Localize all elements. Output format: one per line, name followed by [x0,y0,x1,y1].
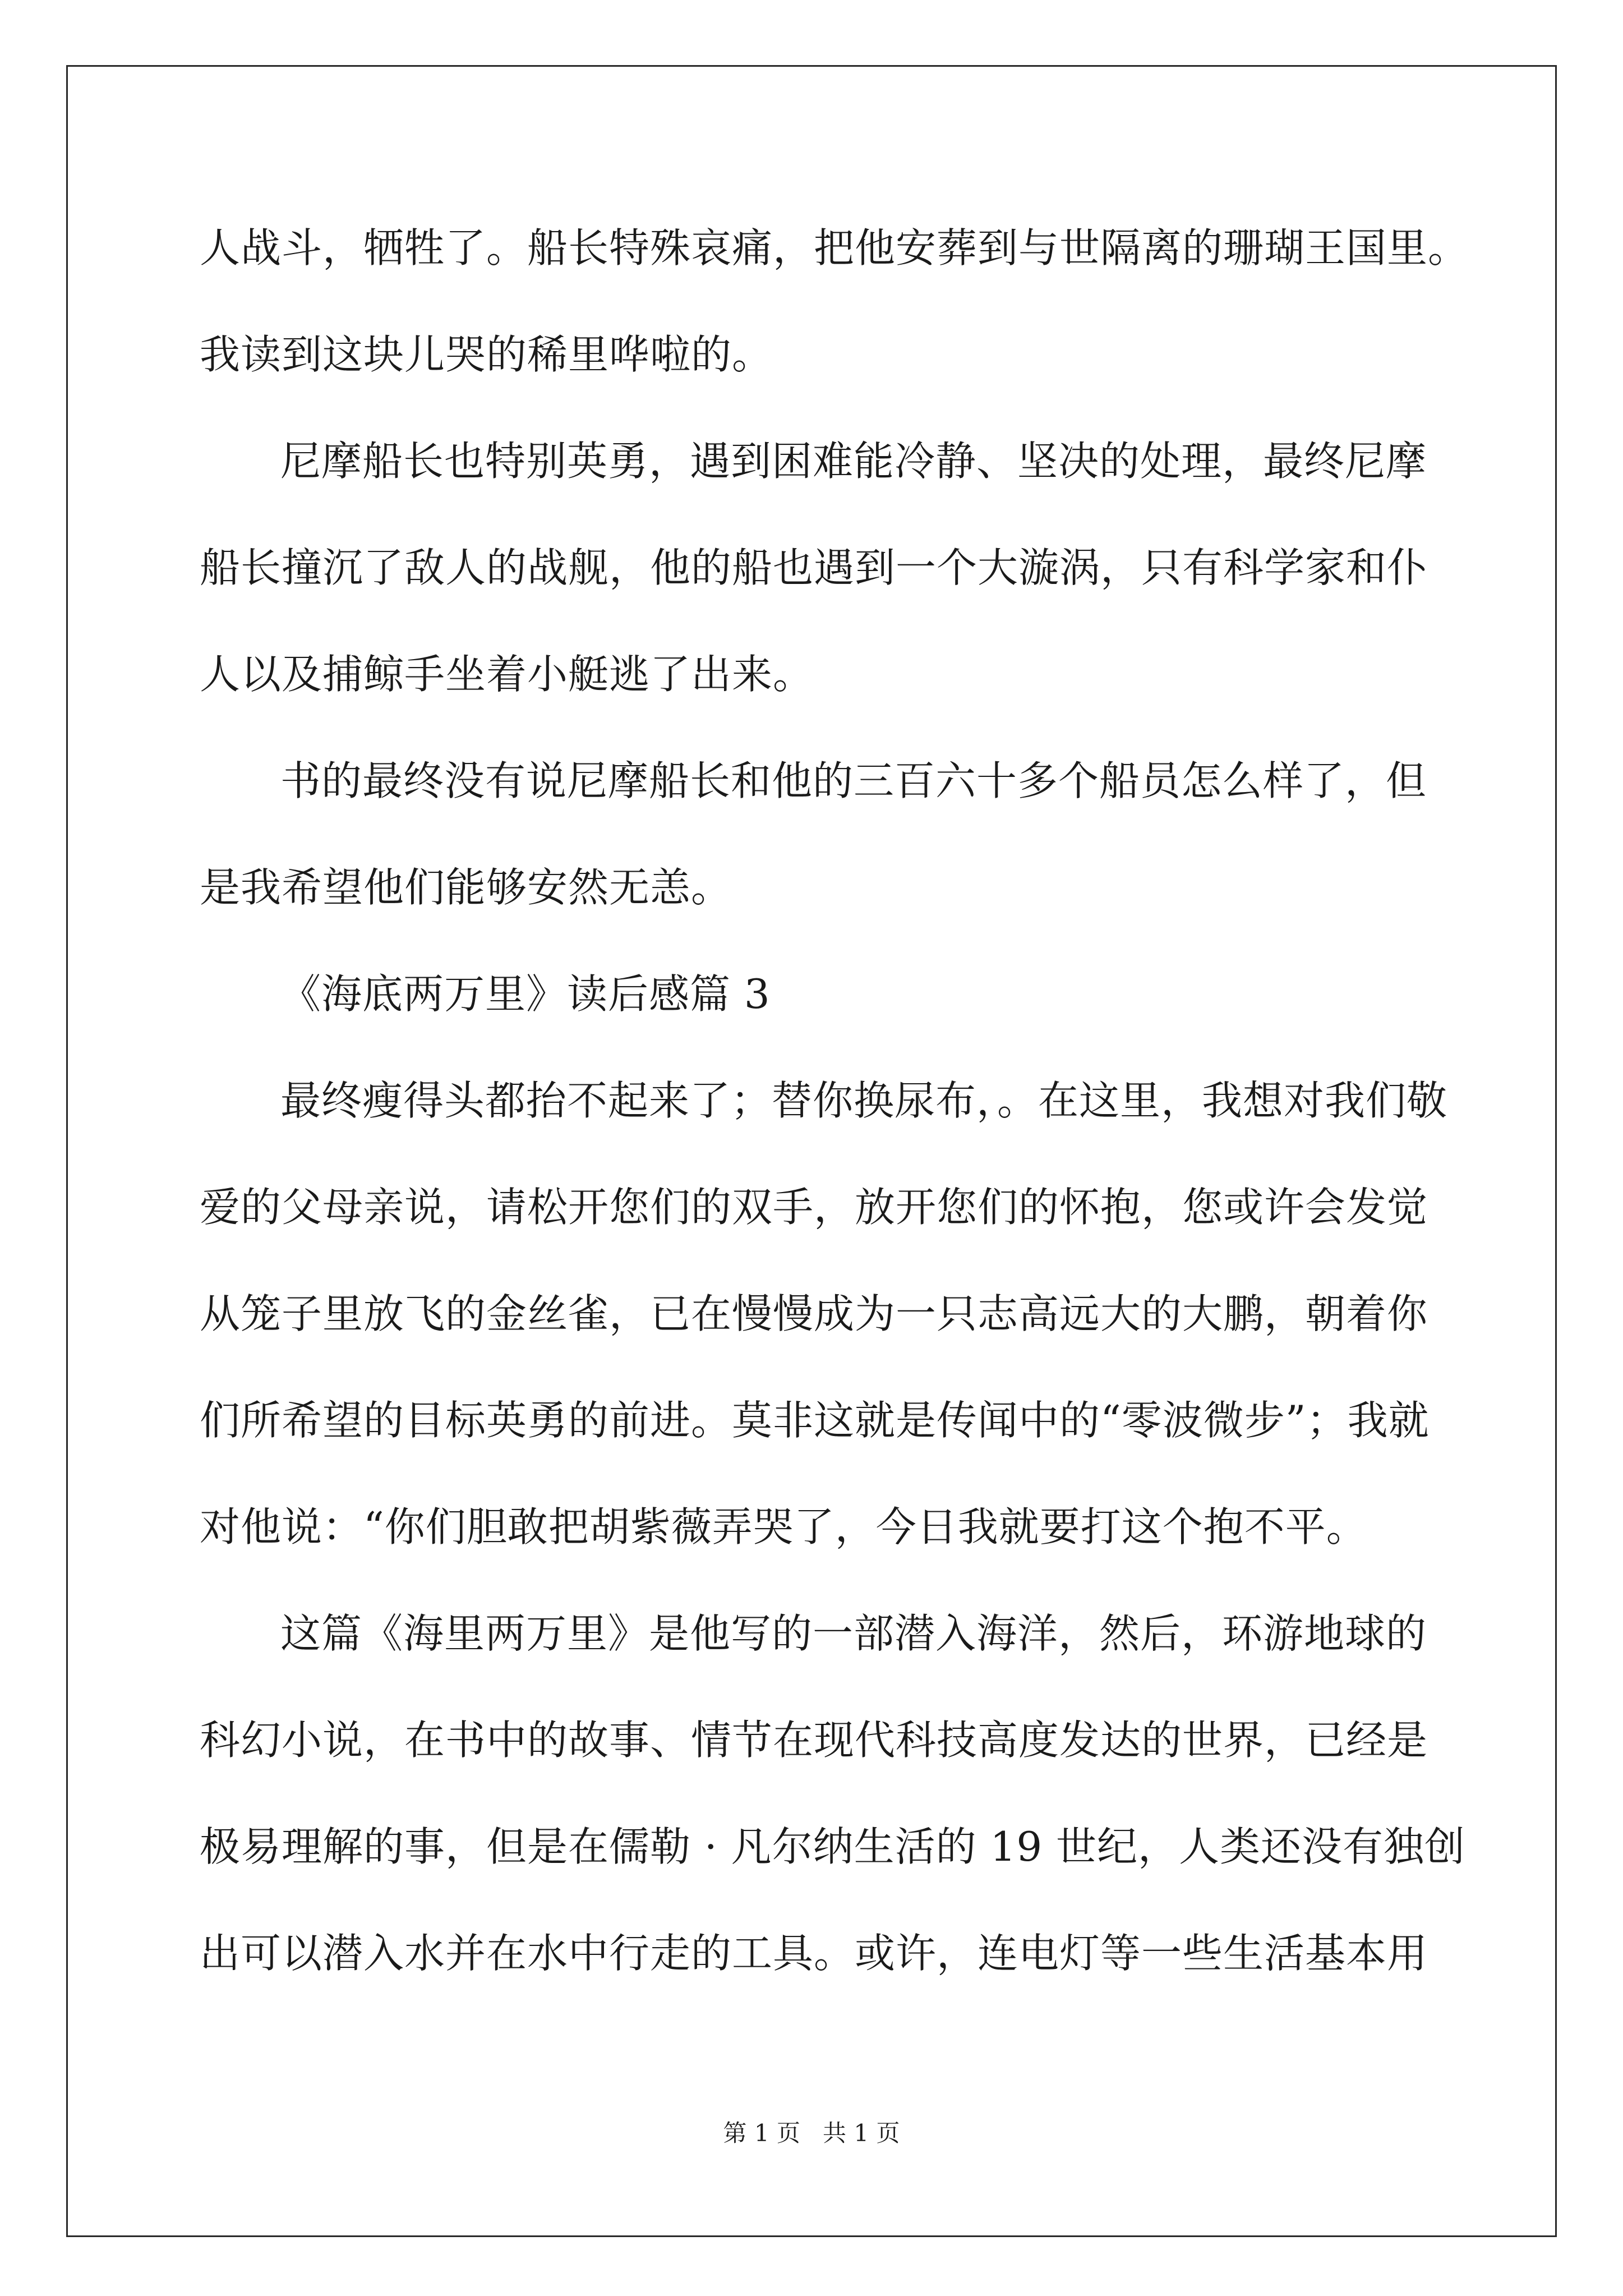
text-line: 对他说：“你们胆敢把胡紫薇弄哭了，今日我就要打这个抱不平。 [200,1503,1367,1550]
text-line: 们所希望的目标英勇的前进。莫非这就是传闻中的“零波微步”；我就 [200,1397,1430,1444]
paragraph-start-line: 书的最终没有说尼摩船长和他的三百六十多个船员怎么样了，但 [280,757,1427,804]
text-line: 船长撞沉了敌人的战舰，他的船也遇到一个大漩涡，只有科学家和仆 [200,544,1428,591]
page-number-footer: 第 1 页 共 1 页 [723,2119,900,2147]
paragraph-start-line: 最终瘦得头都抬不起来了；替你换尿布，。在这里，我想对我们敬 [280,1077,1448,1124]
paragraph-start-line: 尼摩船长也特别英勇，遇到困难能冷静、坚决的处理，最终尼摩 [280,438,1427,485]
text-line: 极易理解的事，但是在儒勒 · 凡尔纳生活的 19 世纪，人类还没有独创 [200,1823,1466,1870]
text-line: 是我希望他们能够安然无恙。 [200,864,732,911]
text-line: 我读到这块儿哭的稀里哗啦的。 [200,331,773,378]
text-line: 从笼子里放飞的金丝雀，已在慢慢成为一只志高远大的大鹏，朝着你 [200,1290,1428,1337]
text-line: 科幻小说，在书中的故事、情节在现代科技高度发达的世界，已经是 [200,1717,1428,1764]
section-heading: 《海底两万里》读后感篇 3 [280,970,771,1018]
text-line: 人战斗，牺牲了。船长特殊哀痛，把他安葬到与世隔离的珊瑚王国里。 [200,224,1469,272]
text-line: 爱的父母亲说，请松开您们的双手，放开您们的怀抱，您或许会发觉 [200,1184,1428,1231]
text-line: 出可以潜入水并在水中行走的工具。或许，连电灯等一些生活基本用 [200,1930,1428,1977]
paragraph-start-line: 这篇《海里两万里》是他写的一部潜入海洋，然后，环游地球的 [280,1610,1427,1657]
text-line: 人以及捕鲸手坐着小艇逃了出来。 [200,651,814,698]
page-border [66,65,1557,2237]
